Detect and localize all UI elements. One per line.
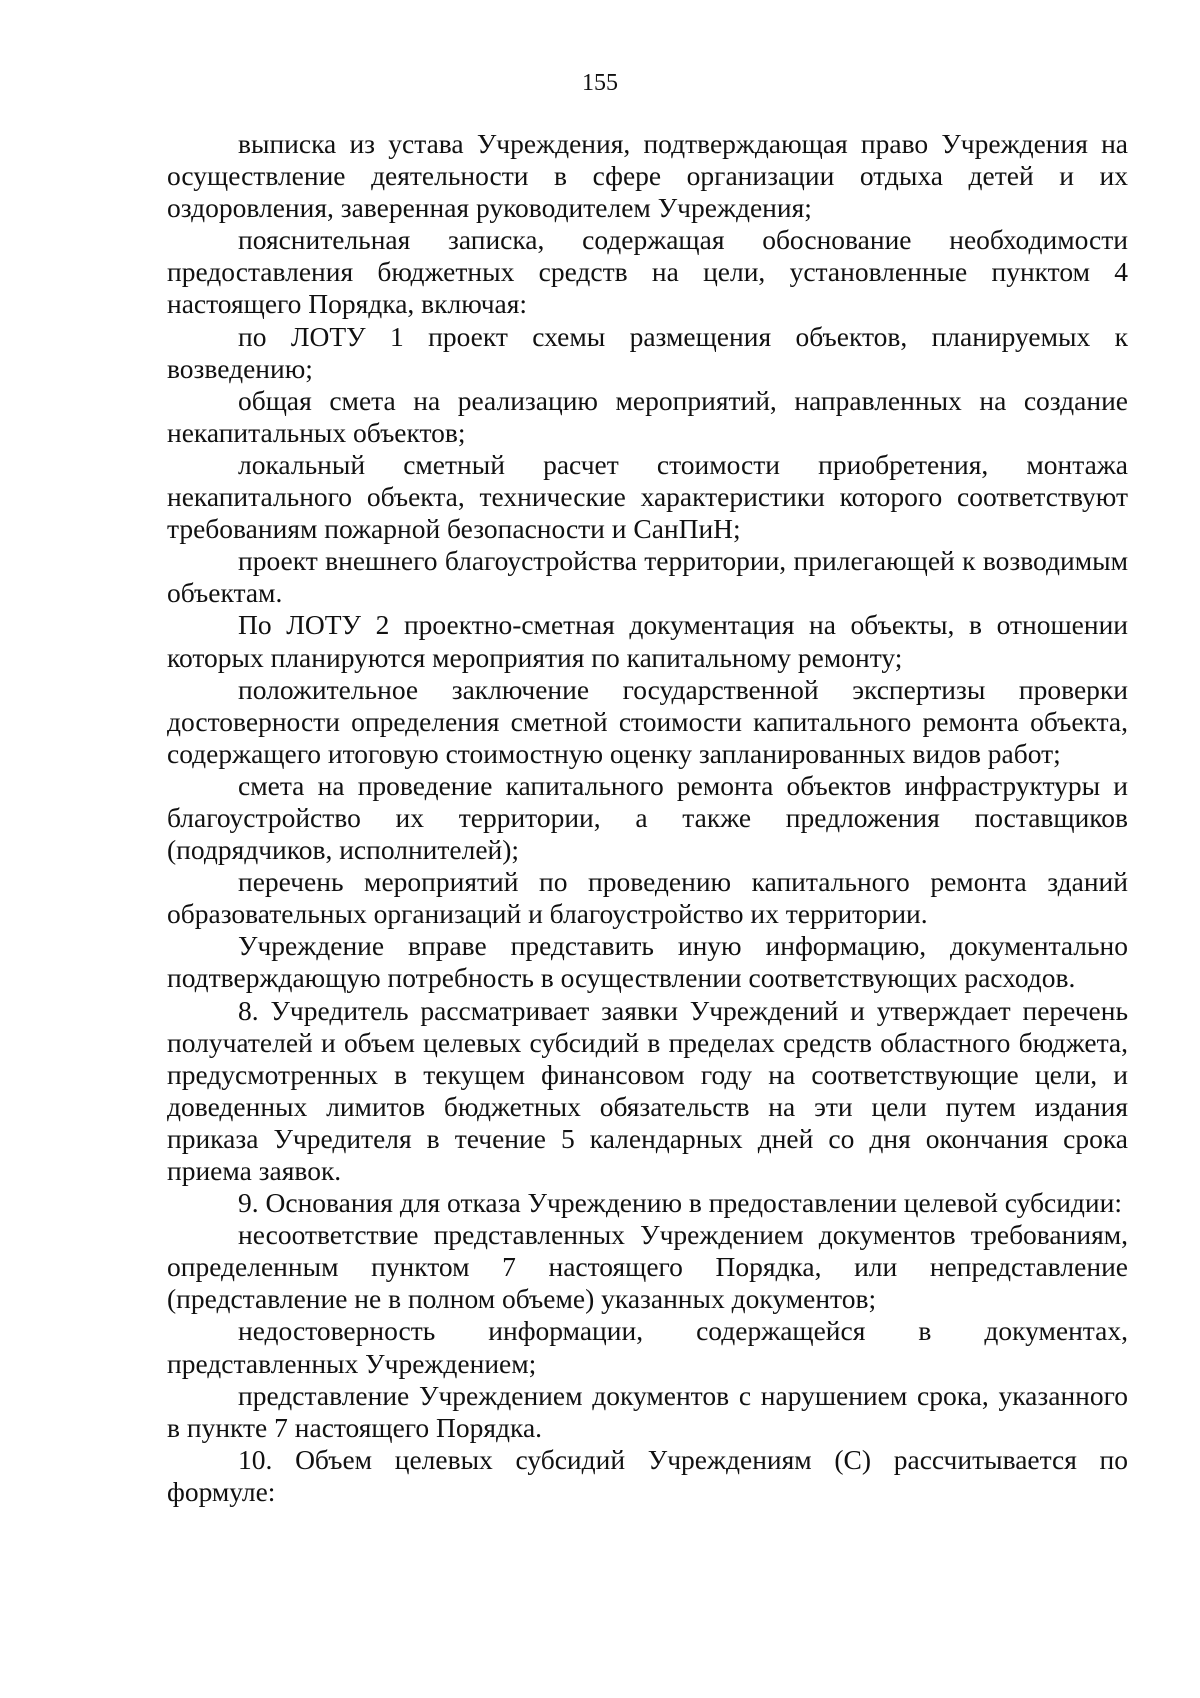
paragraph-explanatory-note: пояснительная записка, содержащая обоснование необходимости предоставления бюджетных средств на цели, установленные пунктом 4 настоящего Порядка, включая:	[167, 224, 1128, 320]
paragraph-general-estimate: общая смета на реализацию мероприятий, направленных на создание некапитальных объектов;	[167, 384, 1128, 448]
paragraph-lot1-scheme: по ЛОТУ 1 проект схемы размещения объектов, планируемых к возведению;	[167, 320, 1128, 384]
paragraph-refusal-deadline: представление Учреждением документов с нарушением срока, указанного в пункте 7 настоящего Порядка.	[167, 1379, 1128, 1443]
paragraph-charter-extract: выписка из устава Учреждения, подтверждающая право Учреждения на осуществление деятельности в сфере организации отдыха детей и их оздоровления, заверенная руководителем Учреждения;	[167, 128, 1128, 224]
document-body	[167, 128, 1128, 1508]
paragraph-repair-estimate: смета на проведение капитального ремонта объектов инфраструктуры и благоустройство их территории, а также предложения поставщиков (подрядчиков, исполнителей);	[167, 769, 1128, 866]
paragraph-lot2-documentation: По ЛОТУ 2 проектно-сметная документация на объекты, в отношении которых планируются мероприятия по капитальному ремонту;	[167, 609, 1128, 673]
paragraph-repair-measures-list: перечень мероприятий по проведению капитального ремонта зданий образовательных организаций и благоустройство их территории.	[167, 866, 1128, 930]
paragraph-refusal-unreliability: недостоверность информации, содержащейся в документах, представленных Учреждением;	[167, 1315, 1128, 1379]
page-number: 155	[582, 70, 618, 96]
paragraph-item-10: 10. Объем целевых субсидий Учреждениям (С) рассчитывается по формуле:	[167, 1443, 1128, 1507]
paragraph-item-8: 8. Учредитель рассматривает заявки Учреждений и утверждает перечень получателей и объем целевых субсидий в пределах средств областного бюджета, предусмотренных в текущем финансовом году на соответствующие цели, и доведенных лимитов бюджетных обязательств на эти цели путем издания приказа Учредителя в течение 5 календарных дней со дня окончания срока приема заявок.	[167, 994, 1128, 1186]
paragraph-landscaping-project: проект внешнего благоустройства территории, прилегающей к возводимым объектам.	[167, 545, 1128, 609]
paragraph-local-estimate: локальный сметный расчет стоимости приобретения, монтажа некапитального объекта, технические характеристики которого соответствуют требованиям пожарной безопасности и СанПиН;	[167, 448, 1128, 545]
paragraph-refusal-noncompliance: несоответствие представленных Учреждением документов требованиям, определенным пунктом 7 настоящего Порядка, или непредставление (представление не в полном объеме) указанных документов;	[167, 1219, 1128, 1315]
paragraph-expert-conclusion: положительное заключение государственной экспертизы проверки достоверности определения сметной стоимости капитального ремонта объекта, содержащего итоговую стоимостную оценку запланированных видов работ;	[167, 673, 1128, 769]
paragraph-other-information: Учреждение вправе представить иную информацию, документально подтверждающую потребность в осуществлении соответствующих расходов.	[167, 930, 1128, 994]
paragraph-item-9: 9. Основания для отказа Учреждению в предоставлении целевой субсидии:	[238, 1187, 1123, 1219]
